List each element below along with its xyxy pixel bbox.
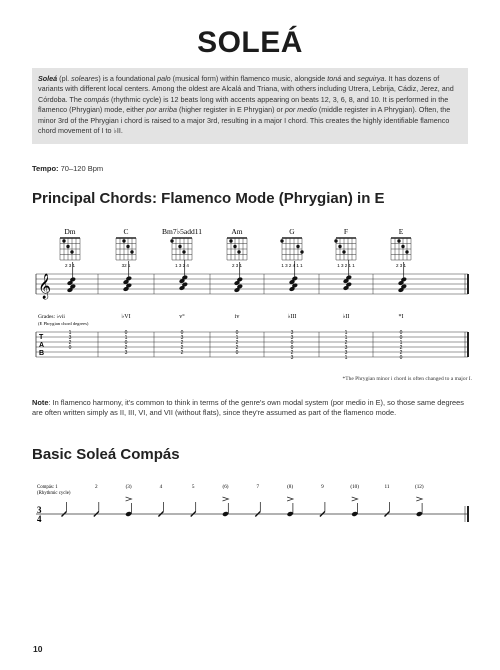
note-paragraph xyxy=(32,398,472,419)
tab-fret-number: 0 xyxy=(124,340,128,346)
tab-fret-number: 3 xyxy=(68,335,72,341)
intro-italic: por arriba xyxy=(146,105,178,115)
tab-fret-number: 2 xyxy=(290,350,294,356)
beat-7 xyxy=(255,484,260,517)
time-sig-top: 3 xyxy=(37,505,42,515)
page-title: SOLEÁ xyxy=(197,26,303,59)
time-sig-bottom: 4 xyxy=(37,514,42,524)
tab-fret-number: 0 xyxy=(399,335,403,341)
tab-fret-number: 0 xyxy=(399,330,403,336)
degree-label: *I xyxy=(398,314,404,320)
beat-number: (12) xyxy=(414,484,424,490)
tab-fret-number: 0 xyxy=(124,330,128,336)
intro-box xyxy=(32,68,468,144)
finger-dot xyxy=(233,245,236,248)
tab-clef-letter: B xyxy=(39,350,45,357)
finger-dot xyxy=(122,239,125,242)
accent-mark xyxy=(126,497,132,501)
tab-fret-number: 2 xyxy=(235,340,239,346)
tab-fret-number: 2 xyxy=(68,340,72,346)
grades-sub: (E Phrygian chord degrees) xyxy=(38,321,89,326)
beat-number: (10) xyxy=(350,484,360,490)
intro-text: (rhythmic cycle) is 12 beats long with accents appearing on beats 12, 3, 6, 8, and 10. It is performed in the flamenco (Phrygian) mode, either xyxy=(38,94,449,115)
intro-text: (pl. xyxy=(57,74,72,83)
chord-name: Am xyxy=(231,227,243,236)
beat-number: (3) xyxy=(125,484,132,490)
tab-clef-letter: A xyxy=(39,342,45,349)
intro-italic: seguirya xyxy=(357,74,385,83)
beat-number: 11 xyxy=(384,484,390,490)
tempo-line xyxy=(32,164,103,173)
tempo-value: 70–120 Bpm xyxy=(58,164,104,173)
accent-mark xyxy=(223,497,229,501)
degree-label: ♭VI xyxy=(121,314,131,320)
chord-diagram-3 xyxy=(162,227,202,268)
accent-mark xyxy=(287,497,293,501)
tab-fret-number: 2 xyxy=(180,345,184,351)
tab-fret-number: 1 xyxy=(344,335,348,341)
tab-fret-number: 3 xyxy=(344,345,348,351)
compas-sub-label: (Rhythmic cycle) xyxy=(37,491,71,496)
degree-label: ♭II xyxy=(342,314,350,320)
finger-dot xyxy=(229,239,232,242)
tab-fret-number: 1 xyxy=(399,340,403,346)
intro-text: ) is a foundational xyxy=(98,74,158,83)
chord-name: Dm xyxy=(64,227,76,236)
chord-diagram-7 xyxy=(391,227,411,268)
tab-fret-number: 0 xyxy=(68,345,72,351)
tab-fret-number: 3 xyxy=(290,335,294,341)
section-heading-compas: Basic Soleá Compás xyxy=(32,446,180,463)
tab-fret-number: 0 xyxy=(290,340,294,346)
tab-clef-letter: T xyxy=(39,334,44,341)
finger-dot xyxy=(62,239,65,242)
degree-label: v° xyxy=(179,314,185,320)
finger-dot xyxy=(405,250,408,253)
beat-number: (6) xyxy=(222,484,229,490)
fingering-label: 1 3 2 1 1 xyxy=(337,263,355,268)
tempo-label: Tempo: xyxy=(32,164,59,173)
finger-dot xyxy=(280,239,283,242)
page-number: 10 xyxy=(33,644,43,654)
finger-dot xyxy=(296,245,299,248)
tab-fret-number: 2 xyxy=(399,345,403,351)
tab-fret-number: 3 xyxy=(290,330,294,336)
fingering-label: 1 3 2 4 xyxy=(175,263,189,268)
intro-term: Soleá xyxy=(38,74,58,83)
note-label: Note xyxy=(32,398,49,407)
finger-dot xyxy=(401,245,404,248)
treble-clef: 𝄞 xyxy=(38,274,52,299)
chord-diagram-2 xyxy=(116,227,136,268)
beat-11 xyxy=(385,484,390,517)
fingering-label: 32 1 xyxy=(121,263,131,268)
intro-italic: soleares xyxy=(71,74,99,83)
chord-diagram-4 xyxy=(227,227,247,268)
tab-fret-number: 1 xyxy=(344,355,348,361)
finger-dot xyxy=(178,245,181,248)
finger-dot xyxy=(130,250,133,253)
compas-label: Compás: 1 xyxy=(37,485,58,490)
intro-text: and xyxy=(341,74,358,83)
beat-9 xyxy=(320,484,325,517)
intro-text: (higher register in E Phrygian) or xyxy=(177,105,285,115)
intro-text: (musical form) within flamenco music, alongside xyxy=(170,74,328,83)
tab-fret-number: 2 xyxy=(180,340,184,346)
tab-fret-number: 1 xyxy=(235,335,239,341)
finger-dot xyxy=(300,250,303,253)
tab-fret-number: 0 xyxy=(180,330,184,336)
intro-italic: palo xyxy=(157,74,171,83)
compas-notation xyxy=(0,478,500,538)
tab-fret-number: 0 xyxy=(399,355,403,361)
finger-dot xyxy=(126,245,129,248)
tab-fret-number: 0 xyxy=(235,350,239,356)
fingering-label: 2 3 1 xyxy=(64,263,76,268)
beat-5 xyxy=(191,484,196,517)
degree-label: ♭III xyxy=(287,314,297,320)
note-text: : In flamenco harmony, it's common to think in terms of the genre's own modal system (por medio in E), so those same degrees are often written simply as II, III, VI, and VII (without flats), since they're assumed as part of the flamenco mode. xyxy=(32,398,464,418)
chord-notation xyxy=(0,222,500,392)
intro-text: (middle register in A Phrygian). Often, the minor 3rd of the Phrygian i chord is raised to a major 3rd, resulting in a major I chord. This creates the highly identifiable flamenco chord movement of I to ♭II. xyxy=(38,105,451,136)
finger-dot xyxy=(342,250,345,253)
finger-dot xyxy=(237,250,240,253)
finger-dot xyxy=(170,239,173,242)
tab-fret-number: 2 xyxy=(235,345,239,351)
chord-name: E xyxy=(398,227,404,236)
tab-fret-number: 2 xyxy=(399,350,403,356)
finger-dot xyxy=(66,245,69,248)
tab-fret-number: 1 xyxy=(68,330,72,336)
beat-number: 7 xyxy=(256,484,260,490)
accent-mark xyxy=(416,497,422,501)
tab-fret-number: 3 xyxy=(124,350,128,356)
beat-number: 9 xyxy=(321,484,324,490)
chord-diagram-5 xyxy=(280,227,303,268)
finger-dot xyxy=(338,245,341,248)
intro-text: . It has dozens of variants with different local centers. Among the oldest are Alcalá and Triana, with others including Utrera, Lebrija, Cádiz, Jerez, and Córdoba. The xyxy=(38,74,454,104)
beat-6 xyxy=(222,483,229,517)
beat-8 xyxy=(287,483,294,517)
tab-fret-number: 2 xyxy=(344,340,348,346)
beat-number: 4 xyxy=(159,484,163,490)
chord-diagram-6 xyxy=(334,227,356,268)
chord-name: G xyxy=(289,227,295,236)
grades-label: Grades: ♭vii xyxy=(38,314,65,320)
beat-12 xyxy=(415,483,424,517)
intro-italic: por medio xyxy=(284,105,317,115)
chord-name: C xyxy=(123,227,129,236)
intro-italic: toná xyxy=(327,74,342,83)
finger-dot xyxy=(397,239,400,242)
finger-dot xyxy=(334,239,337,242)
fingering-label: 1 3 2 4 1 1 xyxy=(281,263,303,268)
beat-number: 2 xyxy=(95,484,98,490)
beat-4 xyxy=(158,484,163,517)
beat-10 xyxy=(350,483,359,517)
tab-fret-number: 3 xyxy=(344,350,348,356)
fingering-label: 2 3 1 xyxy=(395,263,407,268)
tab-fret-number: 1 xyxy=(344,330,348,336)
beat-number: 5 xyxy=(191,484,195,490)
chord-name: Bm7♭5add11 xyxy=(162,227,202,236)
finger-dot xyxy=(182,250,185,253)
beat-number: (8) xyxy=(287,484,294,490)
tab-fret-number: 1 xyxy=(124,335,128,341)
chord-name: F xyxy=(343,227,349,236)
beat-3 xyxy=(125,483,132,517)
tab-fret-number: 0 xyxy=(290,345,294,351)
fingering-label: 2 3 1 xyxy=(231,263,243,268)
finger-dot xyxy=(70,250,73,253)
accent-mark xyxy=(352,497,358,501)
footnote: *The Phrygian minor i chord is often changed to a major I. xyxy=(342,376,472,382)
tab-fret-number: 2 xyxy=(124,345,128,351)
section-heading-chords: Principal Chords: Flamenco Mode (Phrygian) in E xyxy=(32,190,385,207)
beat-2 xyxy=(94,484,99,517)
chord-diagram-1 xyxy=(60,227,80,268)
tab-fret-number: 3 xyxy=(290,355,294,361)
intro-italic: compás xyxy=(83,94,109,104)
tab-fret-number: 2 xyxy=(180,350,184,356)
degree-label: iv xyxy=(234,314,240,320)
tab-fret-number: 0 xyxy=(235,330,239,336)
tab-fret-number: 3 xyxy=(180,335,184,341)
